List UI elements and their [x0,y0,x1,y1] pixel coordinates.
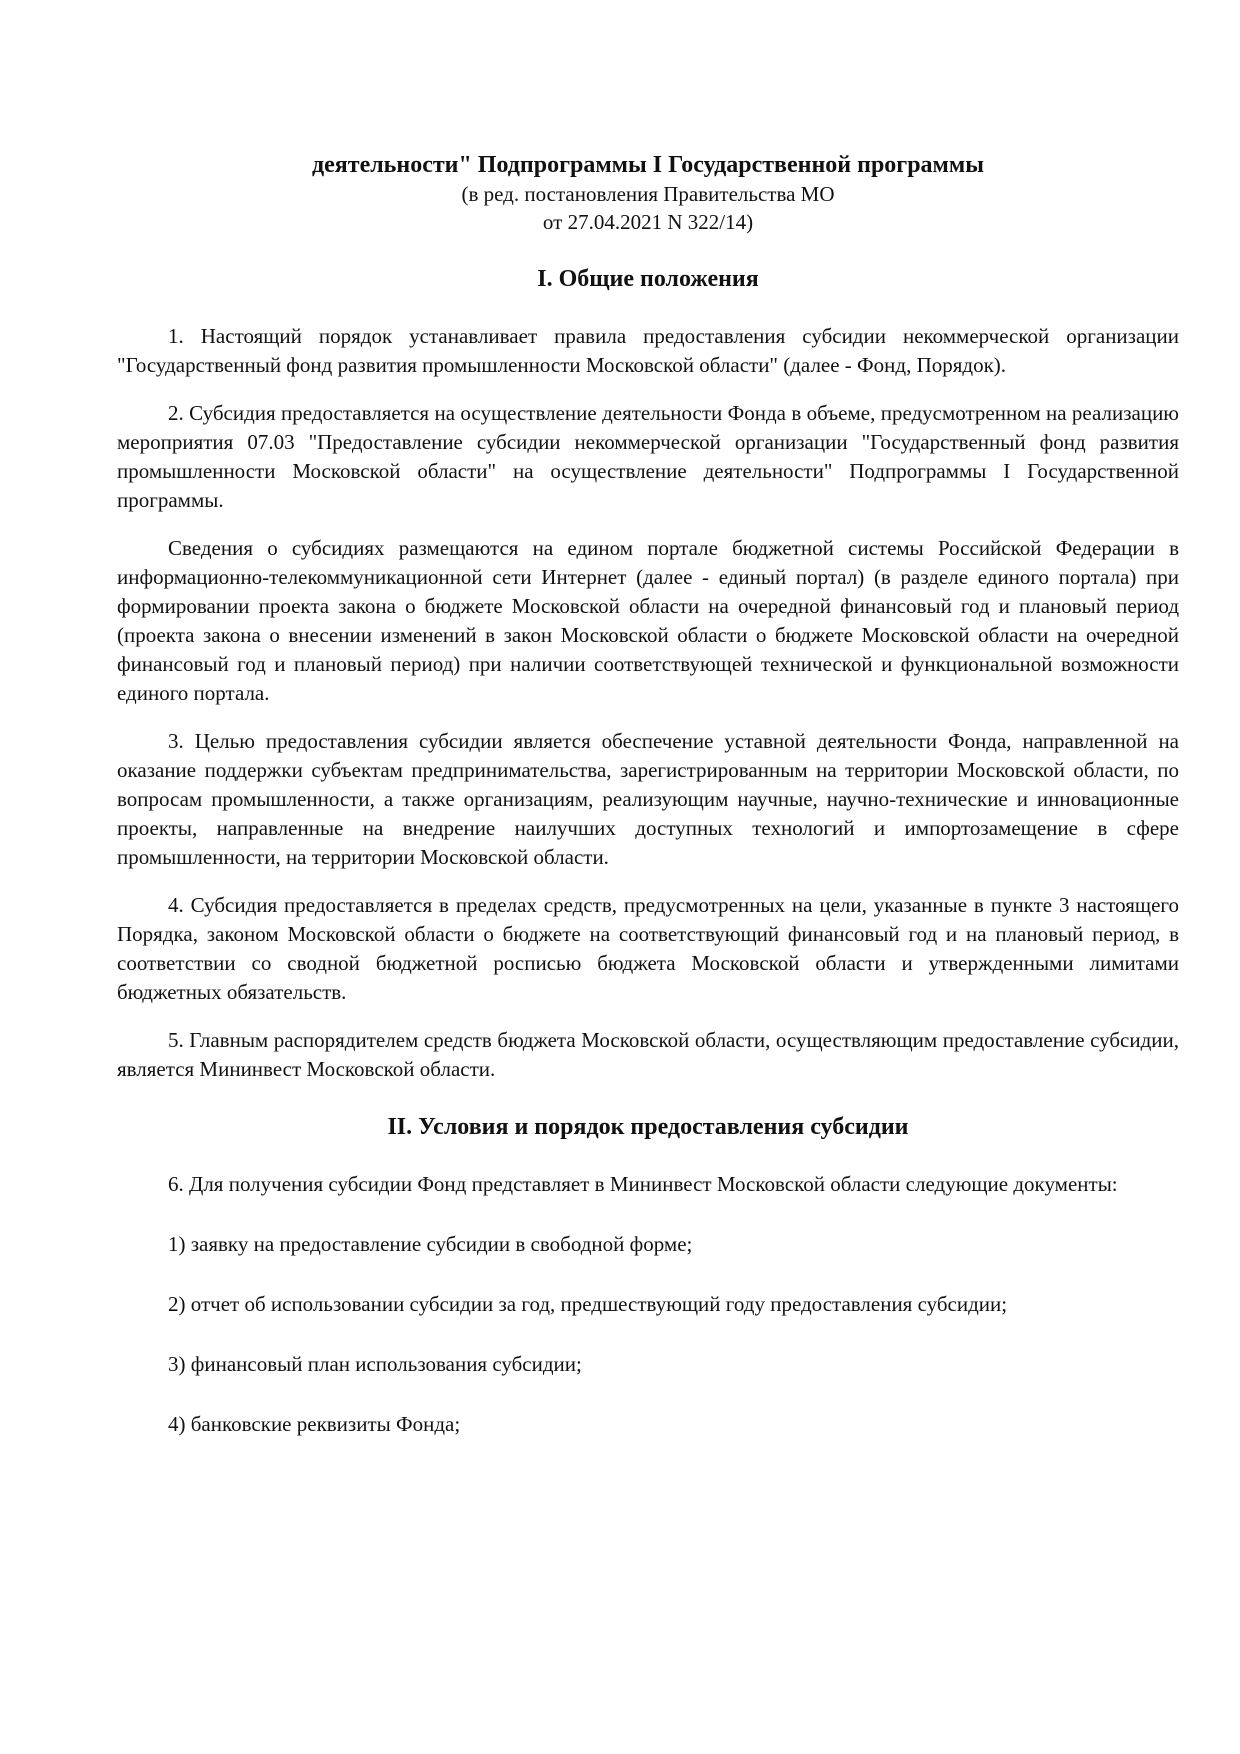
list-item: 2) отчет об использовании субсидии за год, предшествующий году предоставления субсидии; [168,1292,1008,1316]
paragraph-6: 6. Для получения субсидии Фонд представляет в Мининвест Московской области следующие документы: [168,1172,1118,1196]
paragraph-3: 3. Целью предоставления субсидии является обеспечение уставной деятельности Фонда, направленной на оказание поддержки субъектам предпринимательства, зарегистрированным на территории Московской области, по вопросам промышленности, а также организациям, реализующим научные, научно-технические и инновационные проекты, направленные на внедрение наилучших доступных технологий и импортозамещение в сфере промышленности, на территории Московской области. [117,729,1179,869]
edition-note-line-2: от 27.04.2021 N 322/14) [542,210,754,234]
paragraph-1: 1. Настоящий порядок устанавливает правила предоставления субсидии некоммерческой организации "Государственный фонд развития промышленности Московской области" (далее - Фонд, Порядок). [117,324,1179,377]
list-item: 3) финансовый план использования субсидии; [168,1352,582,1376]
list-item: 4) банковские реквизиты Фонда; [168,1412,461,1436]
document-title: деятельности" Подпрограммы I Государственной программы [312,152,984,178]
edition-note-line-1: (в ред. постановления Правительства МО [461,182,835,206]
list-item: 1) заявку на предоставление субсидии в свободной форме; [168,1232,693,1256]
section-heading-conditions: II. Условия и порядок предоставления субсидии [387,1114,909,1140]
section-heading-general: I. Общие положения [537,266,759,292]
paragraph-2: 2. Субсидия предоставляется на осуществление деятельности Фонда в объеме, предусмотренном на реализацию мероприятия 07.03 "Предоставление субсидии некоммерческой организации "Государственный фонд развития промышленности Московской области" на осуществление деятельности" Подпрограммы I Государственной программы. [117,401,1179,512]
paragraph-subsidy-info: Сведения о субсидиях размещаются на едином портале бюджетной системы Российской Федерации в информационно-телекоммуникационной сети Интернет (далее - единый портал) (в разделе единого портала) при формировании проекта закона о бюджете Московской области на очередной финансовый год и плановый период (проекта закона о внесении изменений в закон Московской области о бюджете Московской области на очередной финансовый год и плановый период) при наличии соответствующей технической и функциональной возможности единого портала. [117,536,1179,705]
paragraph-4: 4. Субсидия предоставляется в пределах средств, предусмотренных на цели, указанные в пункте 3 настоящего Порядка, законом Московской области о бюджете на соответствующий финансовый год и на плановый период, в соответствии со сводной бюджетной росписью бюджета Московской области и утвержденными лимитами бюджетных обязательств. [117,893,1179,1004]
document-page [117,150,1179,1470]
paragraph-5: 5. Главным распорядителем средств бюджета Московской области, осуществляющим предоставление субсидии, является Мининвест Московской области. [117,1028,1179,1081]
